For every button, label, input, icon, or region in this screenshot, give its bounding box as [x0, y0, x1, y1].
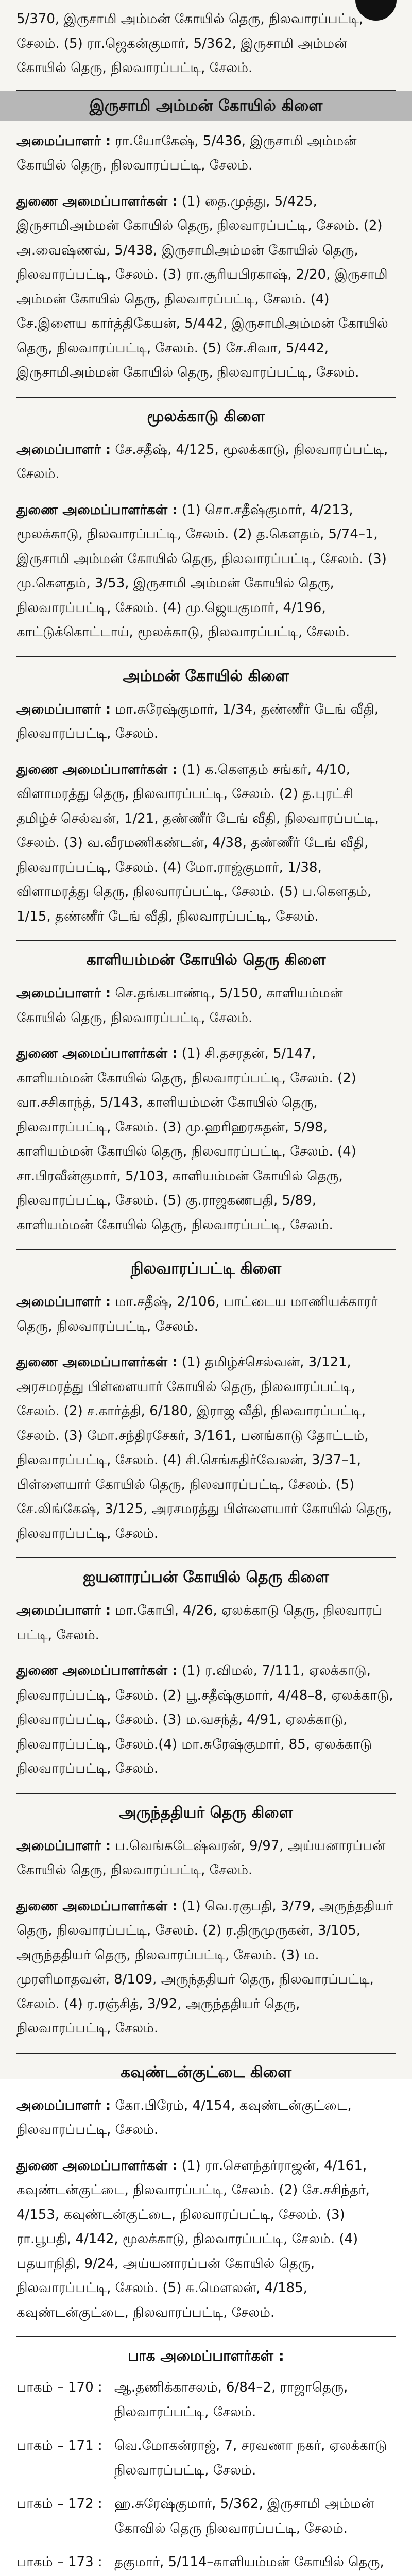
- deputy-organisers-paragraph: [16, 2154, 396, 2326]
- intro-paragraph: 5/370, இருசாமி அம்மன் கோயில் தெரு, நிலவாரப்பட்டி, சேலம். (5) ரா.ஜெகன்குமார், 5/362, இருசாமி அம்மன் கோயில் தெரு, நிலவாரப்பட்டி, சேலம்.: [16, 11, 364, 76]
- deputy-organisers-paragraph: [16, 1894, 396, 2041]
- deputy-organisers-details: (1) சி.தசரதன், 5/147, காளியம்மன் கோயில் தெரு, நிலவாரப்பட்டி, சேலம். (2) வா.சசிகாந்த், 5/143, காளியம்மன் கோயில் தெரு, நிலவாரப்பட்டி, சேலம். (3) மு.ஹரிஹரசுதன், 5/98, காளியம்மன் கோயில் தெரு, நிலவாரப்பட்டி, சேலம். (4) சா.பிரவீன்குமார், 5/103, காளியம்மன் கோயில் தெரு, நிலவாரப்பட்டி, சேலம். (5) கு.ராஜகணபதி, 5/89, காளியம்மன் கோயில் தெரு, நிலவாரப்பட்டி, சேலம்.: [16, 1046, 356, 1233]
- branch-section: [16, 1249, 396, 1546]
- deputy-organisers-details: (1) தமிழ்ச்செல்வன், 3/121, அரசமரத்து பிள்ளையார் கோயில் தெரு, நிலவாரப்பட்டி, சேலம். (2) ச.கார்த்தி, 6/180, இராஜ வீதி, நிலவாரப்பட்டி, சேலம். (3) மோ.சந்திரசேகர், 3/161, பனங்காடு தோட்டம், நிலவாரப்பட்டி, சேலம். (4) சி.செங்கதிர்வேலன், 3/37–1, பிள்ளையார் கோயில் தெரு, நிலவாரப்பட்டி, சேலம். (5) சே.லிங்கேஷ், 3/125, அரசமரத்து பிள்ளையார் கோயில் தெரு, நிலவாரப்பட்டி, சேலம்.: [16, 1354, 392, 1541]
- deputy-organisers-label: துணை அமைப்பாளர்கள் :: [16, 502, 178, 518]
- organiser-details: ப.வெங்கடேஷ்வரன், 9/97, அய்யனாரப்பன் கோயில் தெரு, நிலவாரப்பட்டி, சேலம்.: [16, 1838, 386, 1878]
- organiser-details: செ.தங்கபாண்டி, 5/150, காளியம்மன் கோயில் தெரு, நிலவாரப்பட்டி, சேலம்.: [16, 986, 343, 1026]
- branch-section: [16, 397, 396, 645]
- booth-organiser-details: ஹ.சுரேஷ்குமார், 5/362, இருசாமி அம்மன் கோவில் தெரு நிலவாரப்பட்டி, சேலம்.: [114, 2496, 374, 2536]
- booth-number: பாகம் – 172 :: [16, 2496, 102, 2512]
- organiser-details: மா.சதீஷ், 2/106, பாட்டைய மாணியக்காரர் தெரு, நிலவாரப்பட்டி, சேலம்.: [16, 1294, 378, 1334]
- branch-title: மூலக்காடு கிளை: [147, 407, 265, 426]
- organiser-details: சே.சதீஷ், 4/125, மூலக்காடு, நிலவாரப்பட்டி, சேலம்.: [16, 442, 388, 482]
- deputy-organisers-paragraph: [16, 758, 396, 929]
- deputy-organisers-label: துணை அமைப்பாளர்கள் :: [16, 1046, 178, 1061]
- deputy-organisers-label: துணை அமைப்பாளர்கள் :: [16, 761, 178, 777]
- organiser-details: கோ.பிரேம், 4/154, கவுண்டன்குட்டை, நிலவாரப்பட்டி, சேலம்.: [16, 2097, 352, 2138]
- deputy-organisers-label: துணை அமைப்பாளர்கள் :: [16, 1898, 178, 1914]
- booth-row: [16, 2434, 396, 2483]
- deputy-organisers-details: (1) ரா.சௌந்தர்ராஜன், 4/161, கவுண்டன்குட்டை, நிலவாரப்பட்டி, சேலம். (2) சே.சசிந்தர், 4/153, கவுண்டன்குட்டை, நிலவாரப்பட்டி, சேலம். (3) ரா.பூபதி, 4/142, மூலக்காடு, நிலவாரப்பட்டி, சேலம். (4) பதயாநிதி, 9/24, அய்யனாரப்பன் கோயில் தெரு, நிலவாரப்பட்டி, சேலம். (5) சு.மௌலன், 4/185, கவுண்டன்குட்டை, நிலவாரப்பட்டி, சேலம்.: [16, 2158, 370, 2320]
- organiser-paragraph: [16, 438, 396, 487]
- deputy-organisers-label: துணை அமைப்பாளர்கள் :: [16, 2158, 178, 2174]
- organiser-label: அமைப்பாளர் :: [16, 442, 111, 457]
- organiser-paragraph: [16, 698, 396, 747]
- deputy-organisers-details: (1) தை.முத்து, 5/425, இருசாமிஅம்மன் கோயில் தெரு, நிலவாரப்பட்டி, சேலம். (2) அ.வைஷ்ணவ், 5/438, இருசாமிஅம்மன் கோயில் தெரு, நிலவாரப்பட்டி, சேலம். (3) ரா.சூரியபிரகாஷ், 2/20, இருசாமி அம்மன் கோயில் தெரு, நிலவாரப்பட்டி, சேலம். (4) சே.இளைய கார்த்திகேயன், 5/442, இருசாமிஅம்மன் கோயில் தெரு, நிலவாரப்பட்டி, சேலம். (5) சே.சிவா, 5/442, இருசாமிஅம்மன் கோயில் தெரு, நிலவாரப்பட்டி, சேலம்.: [16, 193, 388, 380]
- organiser-label: அமைப்பாளர் :: [16, 133, 111, 149]
- organiser-label: அமைப்பாளர் :: [16, 1603, 111, 1618]
- deputy-organisers-paragraph: [16, 1042, 396, 1238]
- booth-organisers-section: [16, 2336, 396, 2576]
- branch-title: அருந்ததியர் தெரு கிளை: [119, 1803, 293, 1822]
- branch-title: காளியம்மன் கோயில் தெரு கிளை: [86, 951, 326, 969]
- branch-title: அம்மன் கோயில் கிளை: [123, 667, 289, 685]
- document-content: [16, 7, 396, 2576]
- booth-number: பாகம் – 171 :: [16, 2438, 102, 2453]
- booth-row: [16, 2492, 396, 2541]
- organiser-label: அமைப்பாளர் :: [16, 2097, 111, 2113]
- organiser-label: அமைப்பாளர் :: [16, 701, 111, 717]
- organiser-label: அமைப்பாளர் :: [16, 1838, 111, 1854]
- branch-sections: [16, 90, 396, 2326]
- deputy-organisers-details: (1) சொ.சதீஷ்குமார், 4/213, மூலக்காடு, நிலவாரப்பட்டி, சேலம். (2) த.கௌதம், 5/74–1, இருசாமி அம்மன் கோயில் தெரு, நிலவாரப்பட்டி, சேலம். (3) மு.கௌதம், 3/53, இருசாமி அம்மன் கோயில் தெரு, நிலவாரப்பட்டி, சேலம். (4) மு.ஜெயகுமார், 4/196, காட்டுக்கொட்டாய், மூலக்காடு, நிலவாரப்பட்டி, சேலம்.: [16, 502, 387, 640]
- deputy-organisers-label: துணை அமைப்பாளர்கள் :: [16, 1354, 178, 1370]
- branch-title: இருசாமி அம்மன் கோயில் கிளை: [0, 91, 412, 121]
- booth-organiser-details: வெ.மோகன்ராஜ், 7, சரவணா நகர், ஏலக்காடு நிலவாரப்பட்டி, சேலம்.: [114, 2438, 387, 2478]
- branch-title: ஐயனாரப்பன் கோயில் தெரு கிளை: [83, 1568, 329, 1586]
- branch-section: [16, 656, 396, 929]
- branch-title: கவுண்டன்குட்டை கிளை: [120, 2063, 292, 2081]
- deputy-organisers-details: (1) ர.விமல், 7/111, ஏலக்காடு, நிலவாரப்பட்டி, சேலம். (2) பூ.சதீஷ்குமார், 4/48–8, ஏலக்காடு, நிலவாரப்பட்டி, சேலம். (3) ம.வசந்த், 4/91, ஏலக்காடு, நிலவாரப்பட்டி, சேலம்.(4) மா.சுரேஷ்குமார், 85, ஏலக்காடு நிலவாரப்பட்டி, சேலம்.: [16, 1663, 393, 1776]
- branch-title: நிலவாரப்பட்டி கிளை: [130, 1260, 282, 1278]
- organiser-label: அமைப்பாளர் :: [16, 986, 111, 1001]
- deputy-organisers-details: (1) வெ.ரகுபதி, 3/79, அருந்ததியர் தெரு, நிலவாரப்பட்டி, சேலம். (2) ர.திருமுருகன், 3/105, அருந்ததியர் தெரு, நிலவாரப்பட்டி, சேலம். (3) ம. முரளிமாதவன், 8/109, அருந்ததியர் தெரு, நிலவாரப்பட்டி, சேலம். (4) ர.ரஞ்சித், 3/92, அருந்ததியர் தெரு, நிலவாரப்பட்டி, சேலம்.: [16, 1898, 393, 2036]
- booth-number: பாகம் – 170 :: [16, 2380, 102, 2395]
- organiser-paragraph: [16, 1599, 396, 1648]
- branch-section: [16, 1557, 396, 1782]
- booth-list: [16, 2376, 396, 2576]
- booth-number: பாகம் – 173 :: [16, 2554, 102, 2570]
- deputy-organisers-paragraph: [16, 190, 396, 385]
- booth-row: [16, 2550, 396, 2576]
- deputy-organisers-paragraph: [16, 498, 396, 645]
- booth-organiser-details: தகுமார், 5/114–காளியம்மன் கோயில் தெரு,: [114, 2554, 384, 2570]
- deputy-organisers-paragraph: [16, 1659, 396, 1782]
- organiser-details: மா.கோபி, 4/26, ஏலக்காடு தெரு, நிலவாரப் பட்டி, சேலம்.: [16, 1603, 383, 1643]
- booth-organiser-details: ஆ.தணிக்காசலம், 6/84–2, ராஜாதெரு, நிலவாரப்பட்டி, சேலம்.: [114, 2380, 348, 2420]
- branch-section: [16, 940, 396, 1238]
- organiser-label: அமைப்பாளர் :: [16, 1294, 111, 1310]
- deputy-organisers-paragraph: [16, 1350, 396, 1546]
- deputy-organisers-details: (1) க.கௌதம் சங்கர், 4/10, விளாமரத்து தெரு, நிலவாரப்பட்டி, சேலம். (2) த.புரட்சி தமிழ்ச் செல்வன், 1/21, தண்ணீர் டேங் வீதி, நிலவாரப்பட்டி, சேலம். (3) வ.வீரமணிகண்டன், 4/38, தண்ணீர் டேங் வீதி, நிலவாரப்பட்டி, சேலம். (4) மோ.ராஜ்குமார், 1/38, விளாமரத்து தெரு, நிலவாரப்பட்டி, சேலம். (5) ப.கௌதம், 1/15, தண்ணீர் டேங் வீதி, நிலவாரப்பட்டி, சேலம்.: [16, 761, 379, 924]
- organiser-details: ரா.யோகேஷ், 5/436, இருசாமி அம்மன் கோயில் தெரு, நிலவாரப்பட்டி, சேலம்.: [16, 133, 357, 173]
- organiser-paragraph: [16, 1834, 396, 1883]
- booth-organisers-heading: பாக அமைப்பாளர்கள் :: [128, 2347, 284, 2364]
- deputy-organisers-label: துணை அமைப்பாளர்கள் :: [16, 193, 178, 209]
- organiser-paragraph: [16, 981, 396, 1030]
- booth-row: [16, 2376, 396, 2425]
- organiser-details: மா.சுரேஷ்குமார், 1/34, தண்ணீர் டேங் வீதி, நிலவாரப்பட்டி, சேலம்.: [16, 701, 379, 741]
- branch-section: [16, 1793, 396, 2041]
- organiser-paragraph: [16, 1290, 396, 1339]
- deputy-organisers-label: துணை அமைப்பாளர்கள் :: [16, 1663, 178, 1679]
- organiser-paragraph: [16, 129, 396, 178]
- organiser-paragraph: [16, 2094, 396, 2143]
- branch-section: [16, 2053, 396, 2326]
- branch-section: [16, 90, 396, 385]
